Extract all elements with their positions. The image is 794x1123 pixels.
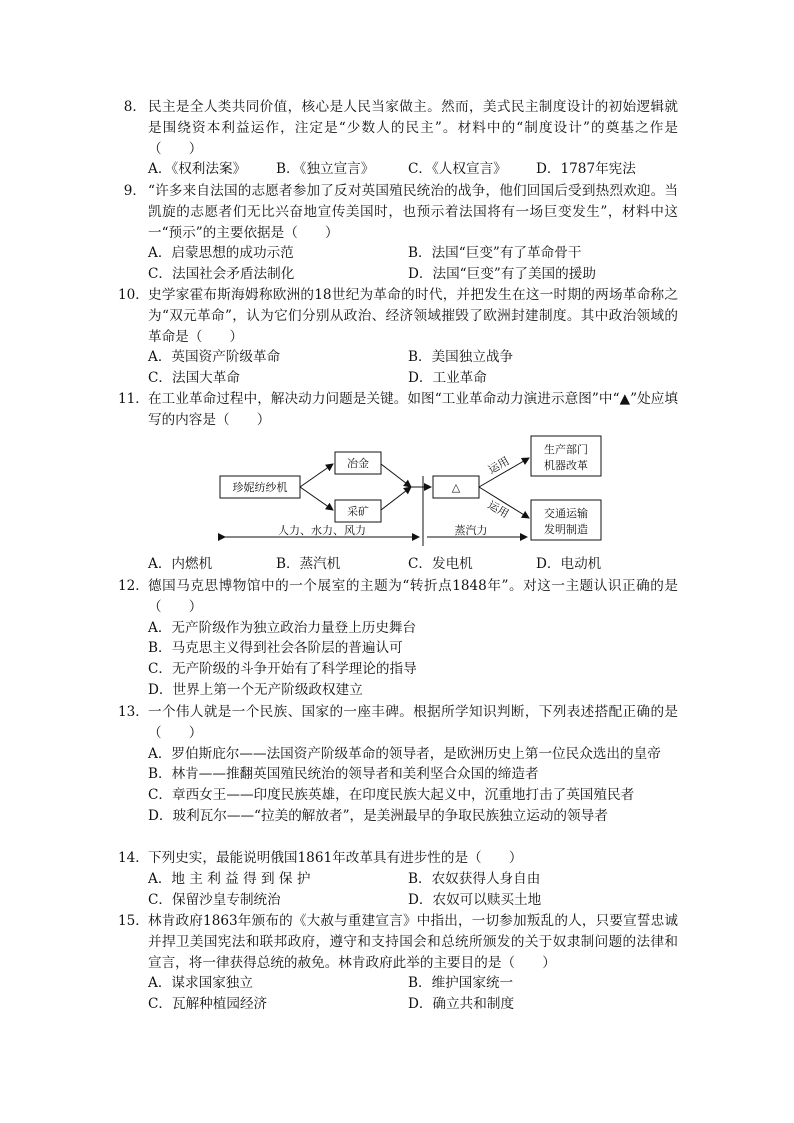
question-9 <box>118 181 678 285</box>
option-c[interactable]: C．发电机 <box>408 556 473 572</box>
question-stem: 一个伟人就是一个民族、国家的一座丰碑。根据所学知识判断，下列表述搭配正确的是（ ） <box>148 704 678 741</box>
option-grid <box>148 347 678 389</box>
question-12 <box>118 576 678 701</box>
option-c[interactable]: C．瓦解种植园经济 <box>148 996 268 1013</box>
industrial-power-diagram <box>215 434 615 549</box>
mining-label: 采矿 <box>347 505 369 518</box>
transport-label-2: 发明制造 <box>544 523 588 536</box>
question-number: 11． <box>118 391 149 407</box>
arrow-top-label: 运用 <box>486 454 512 477</box>
option-d[interactable]: D．确立共和制度 <box>408 996 515 1013</box>
option-d[interactable]: D．玻利瓦尔——“拉美的解放者”，是美洲最早的争取民族独立运动的领导者 <box>148 807 608 824</box>
question-number: 8． <box>123 99 146 115</box>
question-number: 13． <box>118 704 149 720</box>
question-number: 14． <box>118 850 149 866</box>
question-10 <box>118 285 678 389</box>
question-11 <box>118 389 678 431</box>
production-label-2: 机器改革 <box>544 459 588 472</box>
production-label-1: 生产部门 <box>544 443 588 456</box>
option-b[interactable]: B．马克思主义得到社会各阶层的普遍认可 <box>148 640 403 657</box>
question-13 <box>118 702 678 827</box>
option-b[interactable]: B．农奴获得人身自由 <box>408 870 541 887</box>
option-d[interactable]: D．工业革命 <box>408 370 487 387</box>
option-a[interactable]: A．无产阶级作为独立政治力量登上历史舞台 <box>148 619 417 636</box>
option-b[interactable]: B．蒸汽机 <box>276 556 341 572</box>
option-c[interactable]: C．无产阶级的斗争开始有了科学理论的指导 <box>148 661 417 678</box>
option-d[interactable]: D．法国“巨变”有了美国的援助 <box>408 266 596 283</box>
option-row <box>148 159 678 180</box>
option-c[interactable]: C．章西女王——印度民族英雄，在印度民族大起义中，沉重地打击了英国殖民者 <box>148 787 635 804</box>
question-8 <box>118 97 678 180</box>
power-left-label: 人力、水力、风力 <box>278 524 366 537</box>
option-grid <box>148 243 678 285</box>
question-stem: 史学家霍布斯海姆称欧洲的18世纪为革命的时代，并把发生在这一时期的两场革命称之为“双元革命”，认为它们分别从政治、经济领域摧毁了欧洲封建制度。其中政治领域的革命是（ ） <box>148 287 678 345</box>
option-row <box>148 554 678 575</box>
option-a[interactable]: A．《权利法案》 <box>148 161 247 178</box>
option-a[interactable]: A．内燃机 <box>148 556 213 572</box>
question-11-options <box>118 554 678 575</box>
question-14 <box>118 848 678 910</box>
option-c[interactable]: C．《人权宣言》 <box>408 161 507 178</box>
option-list <box>148 618 678 701</box>
option-d[interactable]: D．电动机 <box>536 556 602 572</box>
option-a[interactable]: A．罗伯斯庇尔——法国资产阶级革命的领导者，是欧洲历史上第一位民众选出的皇帝 <box>148 745 661 762</box>
option-a[interactable]: A．英国资产阶级革命 <box>148 349 281 366</box>
option-d[interactable]: D．世界上第一个无产阶级政权建立 <box>148 681 363 698</box>
option-a[interactable]: A．谋求国家独立 <box>148 975 253 992</box>
option-b[interactable]: B．林肯——推翻英国殖民统治的领导者和美利坚合众国的缔造者 <box>148 766 539 783</box>
question-stem: 德国马克思博物馆中的一个展室的主题为“转折点1848年”。对这一主题认识正确的是（ ） <box>148 578 678 615</box>
question-stem: 下列史实，最能说明俄国1861年改革具有进步性的是（ ） <box>148 850 523 866</box>
option-b[interactable]: B．法国“巨变”有了革命骨干 <box>408 245 582 262</box>
option-b[interactable]: B．维护国家统一 <box>408 975 514 992</box>
question-stem: 在工业革命过程中，解决动力问题是关键。如图“工业革命动力演进示意图”中“▲”处应填写的内容是（ ） <box>148 391 678 428</box>
metallurgy-label: 冶金 <box>347 457 369 470</box>
question-number: 10． <box>118 287 149 303</box>
question-stem: 林肯政府1863年颁布的《大赦与重建宣言》中指出，一切参加叛乱的人，只要宣誓忠诚并捍卫美国宪法和联邦政府，遵守和支持国会和总统所颁发的关于奴隶制问题的法律和宣言，将一律获得总统的赦免。林肯政府此举的主要目的是（ ） <box>148 913 678 971</box>
option-c[interactable]: C．保留沙皇专制统治 <box>148 891 281 908</box>
option-grid <box>148 973 678 1015</box>
option-a[interactable]: A．启蒙思想的成功示范 <box>148 245 294 262</box>
option-b[interactable]: B．《独立宣言》 <box>276 161 375 178</box>
option-d[interactable]: D．农奴可以赎买土地 <box>408 891 542 908</box>
question-number: 12． <box>118 578 149 594</box>
question-number: 15． <box>118 913 149 929</box>
question-number: 9． <box>123 183 146 199</box>
option-c[interactable]: C．法国社会矛盾法制化 <box>148 266 295 283</box>
question-15 <box>118 911 678 1015</box>
question-stem: 民主是全人类共同价值，核心是人民当家做主。然而，美式民主制度设计的初始逻辑就是围绕资本利益运作，注定是“少数人的民主”。材料中的“制度设计”的奠基之作是（ ） <box>148 99 678 157</box>
power-right-label: 蒸汽力 <box>454 524 488 537</box>
option-a[interactable]: A．地 主 利 益 得 到 保 护 <box>148 870 311 887</box>
option-list <box>148 744 678 827</box>
option-d[interactable]: D．1787年宪法 <box>536 161 636 178</box>
transport-label-1: 交通运输 <box>544 507 588 520</box>
question-stem: “许多来自法国的志愿者参加了反对英国殖民统治的战争，他们回国后受到热烈欢迎。当凯旋的志愿者们无比兴奋地宣传美国时，也预示着法国将有一场巨变发生”，材料中这一“预示”的主要依据是（ ） <box>148 183 678 241</box>
option-c[interactable]: C．法国大革命 <box>148 370 240 387</box>
source-label: 珍妮纺纱机 <box>232 481 288 494</box>
option-b[interactable]: B．美国独立战争 <box>408 349 514 366</box>
arrow-bottom-label: 运用 <box>485 498 512 521</box>
center-label: △ <box>451 481 461 494</box>
option-grid <box>148 869 678 911</box>
